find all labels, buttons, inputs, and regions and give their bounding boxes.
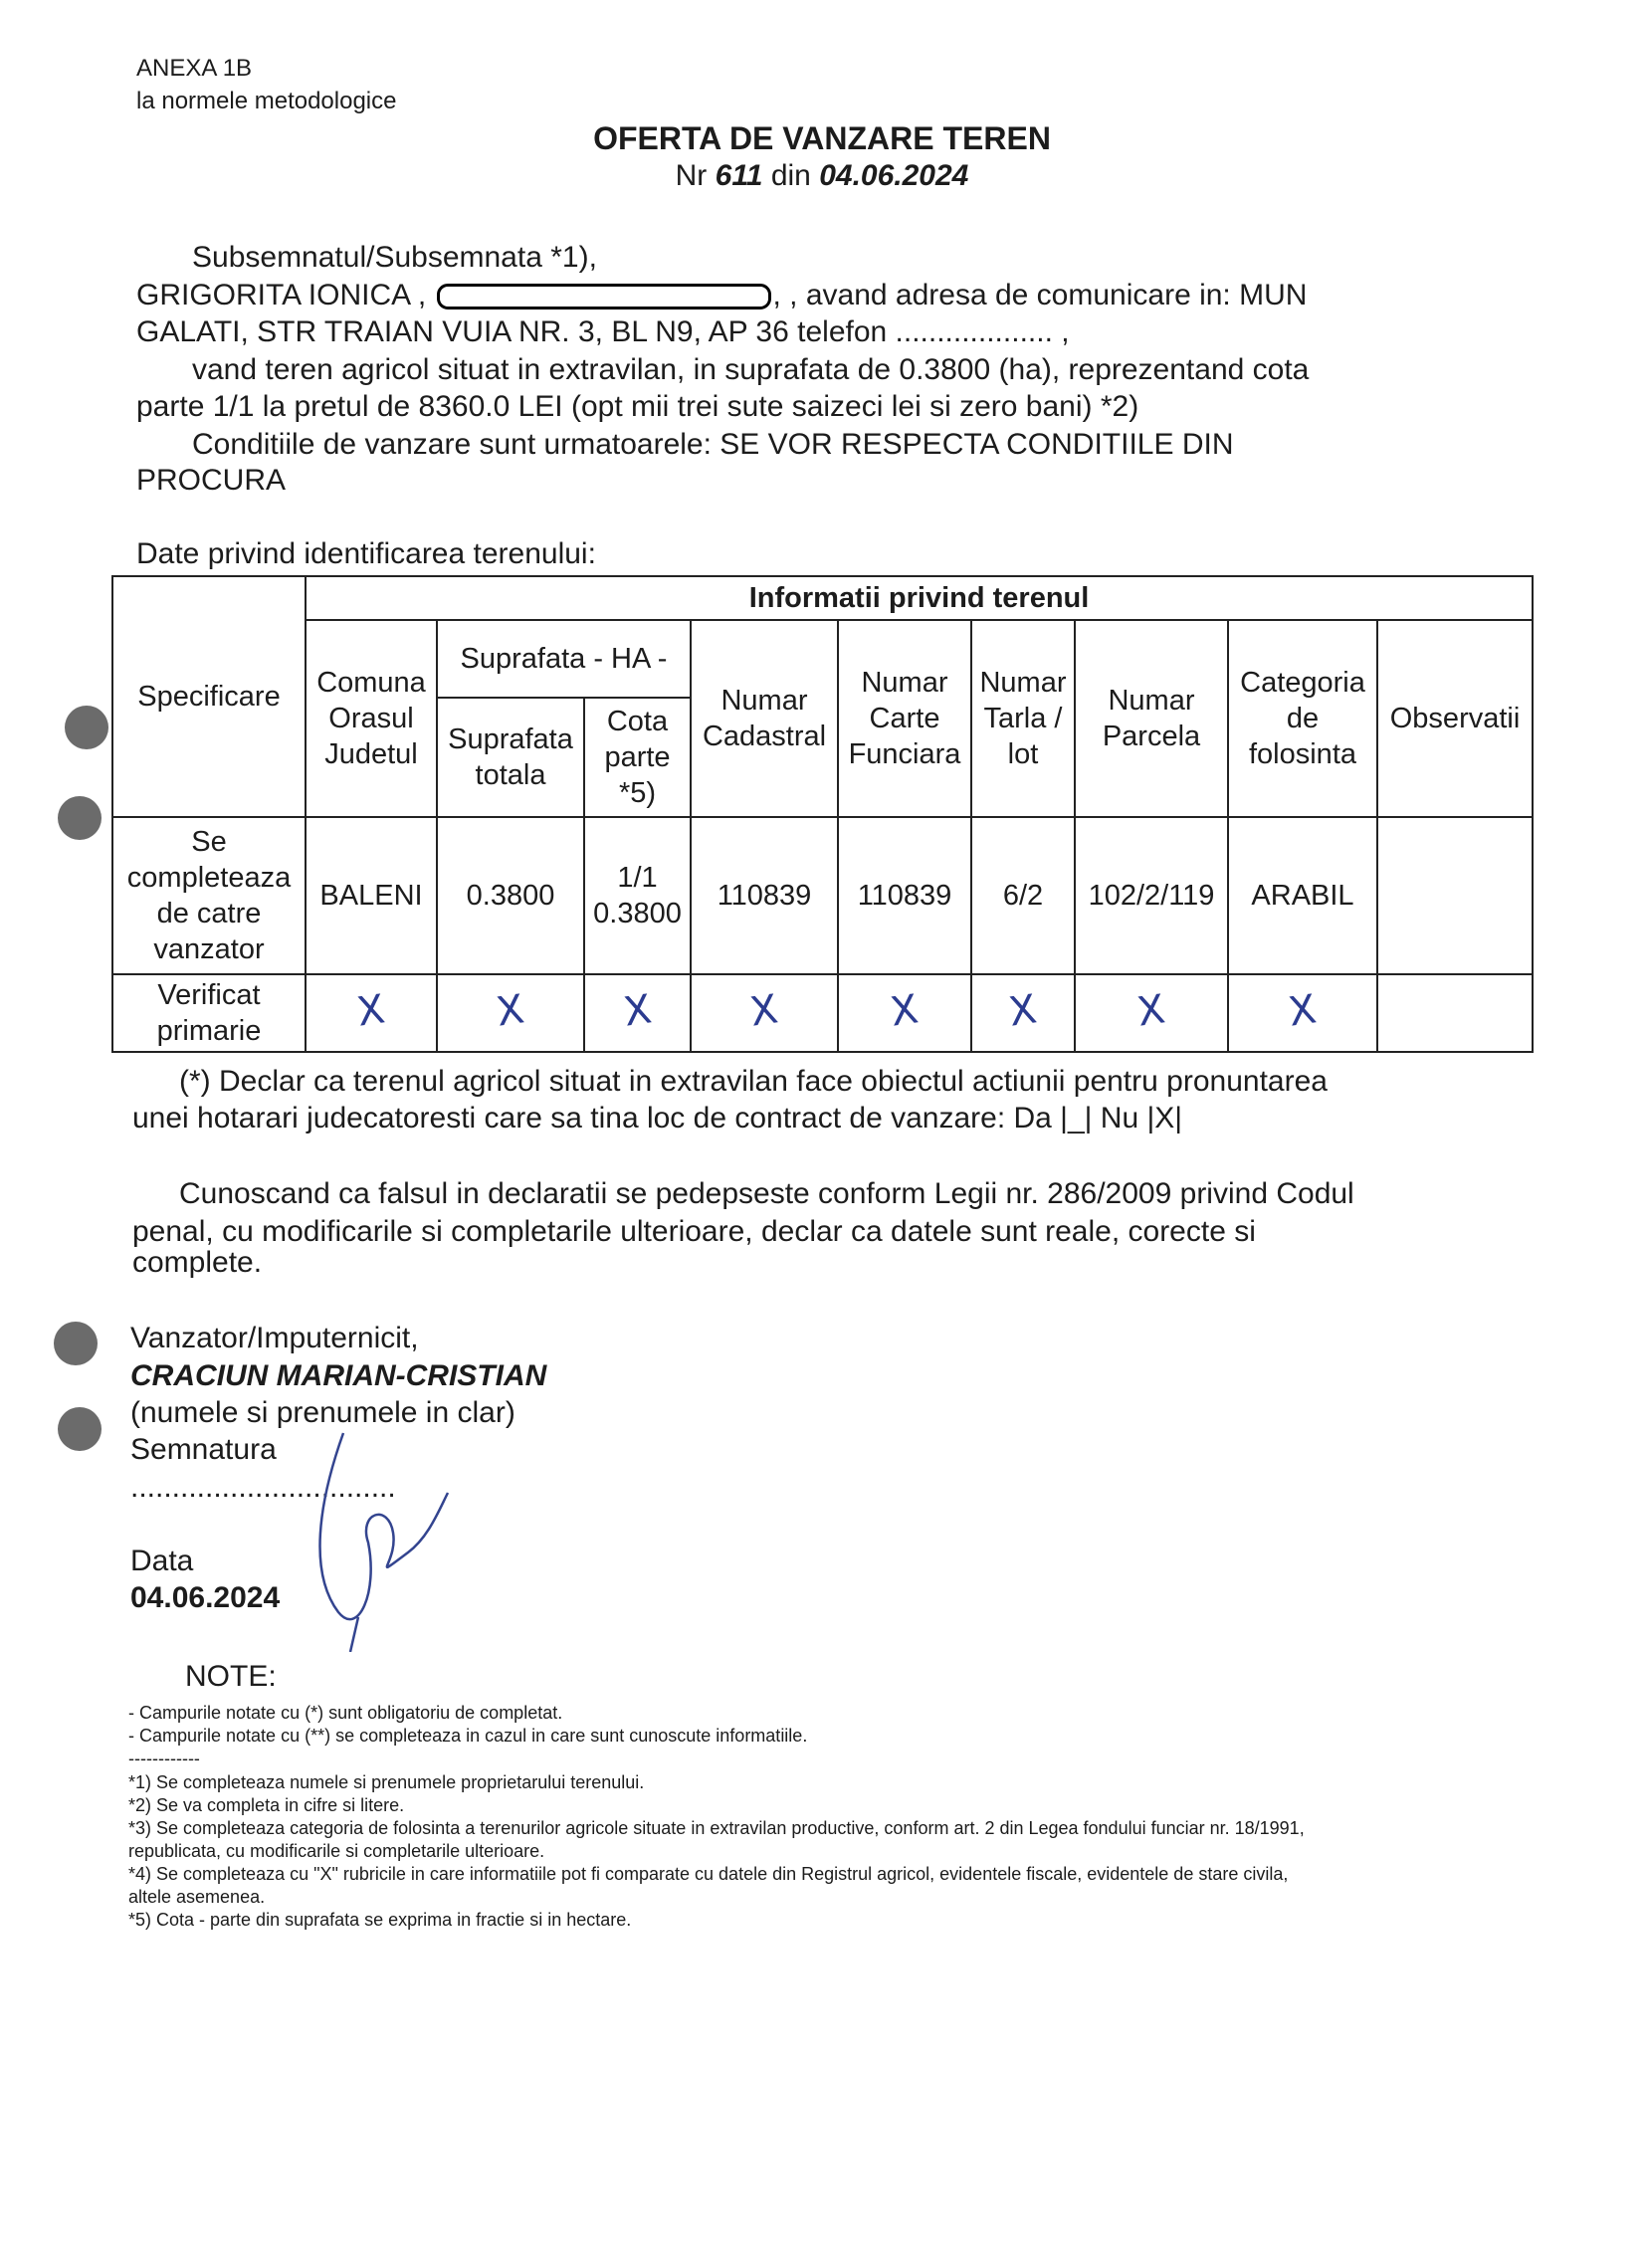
note-1: - Campurile notate cu (*) sunt obligatoriu de completat. [128, 1703, 563, 1723]
punch-hole [58, 796, 102, 840]
handwritten-x-mark: X [1286, 986, 1320, 1036]
declaration-line-2: unei hotarari judecatoresti care sa tina loc de contract de vanzare: Da |_| Nu |X| [132, 1102, 1183, 1134]
col-cadastral: Numar Cadastral [691, 620, 838, 817]
footnote-3a: *3) Se completeaza categoria de folosinta a terenurilor agricole situate in extravilan productive, conform art. 2 din Legea fondului funciar nr. 18/1991, [128, 1818, 1305, 1838]
nr-value: 611 [715, 159, 763, 192]
punch-hole [65, 706, 108, 749]
notes-separator: ------------ [128, 1749, 200, 1768]
intro-line-3: GALATI, STR TRAIAN VUIA NR. 3, BL N9, AP 36 telefon ................... , [136, 315, 1070, 348]
check-mark [971, 974, 1075, 1052]
cell-categoria: ARABIL [1228, 817, 1377, 974]
punch-hole [58, 1407, 102, 1451]
check-mark [306, 974, 437, 1052]
row-label-vanzator: Se completeaza de catre vanzator [112, 817, 306, 974]
footnote-5: *5) Cota - parte din suprafata se exprima in fractie si in hectare. [128, 1910, 632, 1930]
declaration-line-1: (*) Declar ca terenul agricol situat in extravilan face obiectul actiunii pentru pronuntarea [179, 1065, 1328, 1098]
document-title: OFERTA DE VANZARE TEREN [593, 120, 1051, 156]
annex-label: ANEXA 1B [136, 55, 253, 82]
annex-sub: la normele metodologice [136, 88, 397, 114]
col-carte-funciara: Numar Carte Funciara [838, 620, 971, 817]
redaction-box [437, 284, 771, 309]
nr-din: din [770, 159, 811, 192]
col-specificare: Specificare [112, 576, 306, 817]
intro-line-4: vand teren agricol situat in extravilan, in suprafata de 0.3800 (ha), reprezentand cota [192, 353, 1310, 386]
col-cota: Cota parte *5) [584, 698, 691, 817]
handwritten-x-mark: X [494, 986, 527, 1036]
table-row-primarie [112, 974, 1533, 1052]
falsul-line-3: complete. [132, 1246, 263, 1279]
date-label: Data [130, 1545, 194, 1577]
handwritten-x-mark: X [1006, 986, 1040, 1036]
signer-role: Vanzator/Imputernicit, [130, 1322, 419, 1354]
col-categoria: Categoria de folosinta [1228, 620, 1377, 817]
footnote-1: *1) Se completeaza numele si prenumele proprietarului terenului. [128, 1772, 645, 1792]
signer-name-hint: (numele si prenumele in clar) [130, 1396, 515, 1429]
signer-name: CRACIUN MARIAN-CRISTIAN [130, 1359, 547, 1392]
col-comuna: Comuna Orasul Judetul [306, 620, 437, 817]
col-observatii: Observatii [1377, 620, 1533, 817]
signature-label: Semnatura [130, 1433, 277, 1466]
table-row-vanzator [112, 817, 1533, 974]
nr-prefix: Nr [675, 159, 708, 192]
check-mark [437, 974, 584, 1052]
intro-line-7: PROCURA [136, 464, 287, 497]
handwritten-x-mark: X [1134, 986, 1168, 1036]
footnote-3b: republicata, cu modificarile si completarile ulterioare. [128, 1841, 545, 1861]
date-privind-label: Date privind identificarea terenului: [136, 537, 596, 570]
check-mark [838, 974, 971, 1052]
cell-parcela: 102/2/119 [1075, 817, 1228, 974]
footnote-4a: *4) Se completeaza cu "X" rubricile in care informatiile pot fi comparate cu datele din Registrul agricol, evidentele fiscale, evidentele de stare civila, [128, 1864, 1289, 1884]
intro-line-1: Subsemnatul/Subsemnata *1), [192, 241, 597, 274]
address-intro: , , avand adresa de comunicare in: MUN [772, 279, 1308, 311]
signature-line: ................................ [130, 1471, 396, 1504]
cell-observatii-empty [1377, 974, 1533, 1052]
col-parcela: Numar Parcela [1075, 620, 1228, 817]
cell-carte-funciara: 110839 [838, 817, 971, 974]
cell-cota [584, 817, 691, 974]
intro-line-2 [136, 278, 1307, 313]
row-label-primarie: Verificat primarie [112, 974, 306, 1052]
date-value: 04.06.2024 [130, 1581, 281, 1614]
note-2: - Campurile notate cu (**) se completeaza in cazul in care sunt cunoscute informatiile. [128, 1726, 808, 1746]
handwritten-signature [299, 1423, 468, 1652]
falsul-line-2: penal, cu modificarile si completarile ulterioare, declar ca datele sunt reale, corecte si [132, 1215, 1256, 1248]
cell-cota-ha: 0.3800 [593, 898, 682, 929]
handwritten-x-mark: X [354, 986, 388, 1036]
check-mark [1075, 974, 1228, 1052]
nr-date: 04.06.2024 [819, 159, 969, 192]
check-mark [584, 974, 691, 1052]
handwritten-x-mark: X [620, 986, 655, 1036]
check-mark [1228, 974, 1377, 1052]
col-suprafata-totala: Suprafata totala [437, 698, 584, 817]
cell-comuna: BALENI [306, 817, 437, 974]
falsul-line-1: Cunoscand ca falsul in declaratii se pedepseste conform Legii nr. 286/2009 privind Codul [179, 1177, 1354, 1210]
col-suprafata-group: Suprafata - HA - [437, 620, 691, 698]
intro-line-5: parte 1/1 la pretul de 8360.0 LEI (opt mii trei sute saizeci lei si zero bani) *2) [136, 390, 1139, 423]
cell-cadastral: 110839 [691, 817, 838, 974]
land-info-table [111, 575, 1534, 1053]
cell-observatii [1377, 817, 1533, 974]
check-mark [691, 974, 838, 1052]
cell-suprafata: 0.3800 [437, 817, 584, 974]
intro-line-6: Conditiile de vanzare sunt urmatoarele: SE VOR RESPECTA CONDITIILE DIN [192, 428, 1234, 461]
document-number [0, 159, 1644, 193]
col-tarla: Numar Tarla / lot [971, 620, 1075, 817]
punch-hole [54, 1322, 98, 1365]
notes-title: NOTE: [185, 1660, 277, 1693]
cell-tarla: 6/2 [971, 817, 1075, 974]
owner-name: GRIGORITA IONICA , [136, 279, 427, 311]
info-header: Informatii privind terenul [306, 576, 1533, 620]
handwritten-x-mark: X [888, 986, 922, 1036]
footnote-2: *2) Se va completa in cifre si litere. [128, 1795, 405, 1815]
handwritten-x-mark: X [747, 986, 781, 1036]
footnote-4b: altele asemenea. [128, 1887, 266, 1907]
cell-cota-fraction: 1/1 [617, 862, 658, 894]
